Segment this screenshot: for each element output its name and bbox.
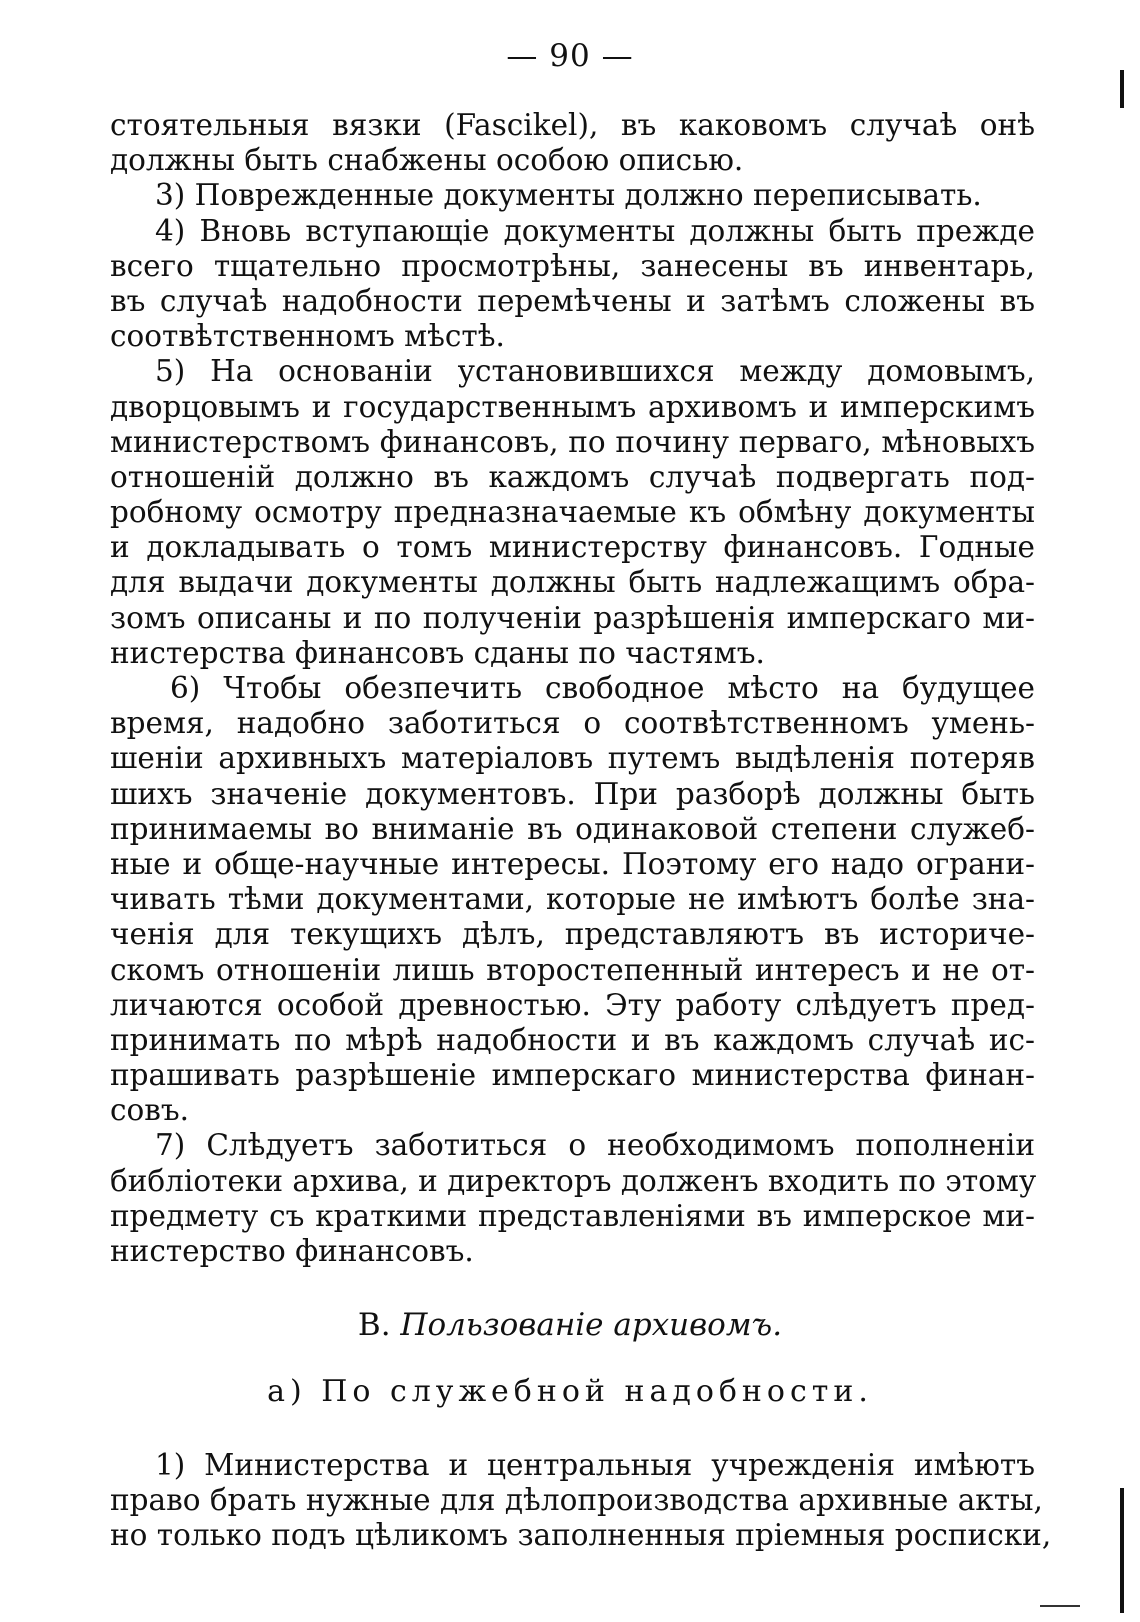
text-line: время, надобно заботиться о соотвѣтственномъ умень- [110, 706, 1035, 741]
text-line: 6) Чтобы обезпечить свободное мѣсто на будущее [170, 671, 1035, 705]
text-line: нистерства финансовъ сданы по частямъ. [110, 635, 765, 670]
body-text-bottom [110, 1448, 1052, 1554]
subsection-heading: а) По служебной надобности. [267, 1374, 873, 1409]
text-line: всего тщательно просмотрѣны, занесены въ инвентарь, [110, 248, 1035, 283]
scan-edge-line [1120, 1488, 1124, 1613]
text-line: нистерство финансовъ. [110, 1234, 474, 1268]
text-line: отношеній должно въ каждомъ случаѣ подвергать под- [110, 459, 1035, 494]
body-text [110, 108, 1035, 1269]
text-line: для выдачи документы должны быть надлежащимъ обра- [110, 565, 1035, 600]
section-letter: В. [357, 1307, 391, 1343]
text-line: 5) На основаніи установившихся между домовымъ, [155, 354, 1035, 389]
text-line: прашивать разрѣшеніе имперскаго министерства финан- [110, 1058, 1035, 1093]
text-line: библіотеки архива, и директоръ долженъ входить по этому [110, 1163, 1037, 1198]
text-line: дворцовымъ и государственнымъ архивомъ и имперскимъ [110, 389, 1035, 424]
text-line: робному осмотру предназначаемые къ обмѣну документы [110, 495, 1035, 530]
text-line: и докладывать о томъ министерству финансовъ. Годные [110, 530, 1035, 565]
page-number: — 90 — [506, 38, 634, 74]
text-line: ченія для текущихъ дѣлъ, представляютъ въ историче- [110, 917, 1035, 952]
text-line: 7) Слѣдуетъ заботиться о необходимомъ пополненіи [155, 1128, 1035, 1163]
text-line: должны быть снабжены особою описью. [110, 143, 744, 178]
text-line: въ случаѣ надобности перемѣчены и затѣмъ сложены въ [110, 283, 1035, 318]
text-line: предмету съ краткими представленіями въ имперское ми- [110, 1198, 1035, 1233]
text-line: шихъ значеніе документовъ. При разборѣ должны быть [110, 776, 1035, 811]
section-title: Пользованіе архивомъ. [400, 1307, 783, 1343]
text-line: совъ. [110, 1093, 190, 1128]
scan-edge-line [1120, 70, 1124, 108]
text-line: министерствомъ финансовъ, по почину перваго, мѣновыхъ [110, 424, 1035, 459]
section-heading [0, 1307, 1140, 1347]
text-line: принимаемы во вниманіе въ одинаковой степени служеб- [110, 811, 1035, 846]
text-line: чивать тѣми документами, которые не имѣютъ болѣе зна- [110, 882, 1035, 917]
text-line: скомъ отношеніи лишь второстепенный интересъ и не от- [110, 952, 1035, 987]
text-line: право брать нужные для дѣлопроизводства архивные акты, [110, 1483, 1043, 1518]
text-line: принимать по мѣрѣ надобности и въ каждомъ случаѣ ис- [110, 1022, 1035, 1057]
text-line: шеніи архивныхъ матеріаловъ путемъ выдѣленія потеряв [110, 741, 1035, 776]
text-line: ные и обще-научные интересы. Поэтому его надо ограни- [110, 846, 1035, 881]
text-line: 3) Поврежденные документы должно переписывать. [155, 178, 982, 213]
text-line: стоятельныя вязки (Fascikel), въ каковомъ случаѣ онѣ [110, 108, 1035, 142]
text-line: 4) Вновь вступающіе документы должны быть прежде [155, 213, 1035, 248]
text-line: но только подъ цѣликомъ заполненныя пріемныя росписки, [110, 1518, 1052, 1553]
scan-edge-mark [1040, 1605, 1080, 1607]
text-line: личаются особой древностью. Эту работу слѣдуетъ пред- [110, 987, 1035, 1022]
text-line: зомъ описаны и по полученіи разрѣшенія имперскаго ми- [110, 600, 1035, 635]
text-line: 1) Министерства и центральныя учрежденія имѣютъ [155, 1448, 1035, 1482]
text-line: соотвѣтственномъ мѣстѣ. [110, 319, 505, 354]
